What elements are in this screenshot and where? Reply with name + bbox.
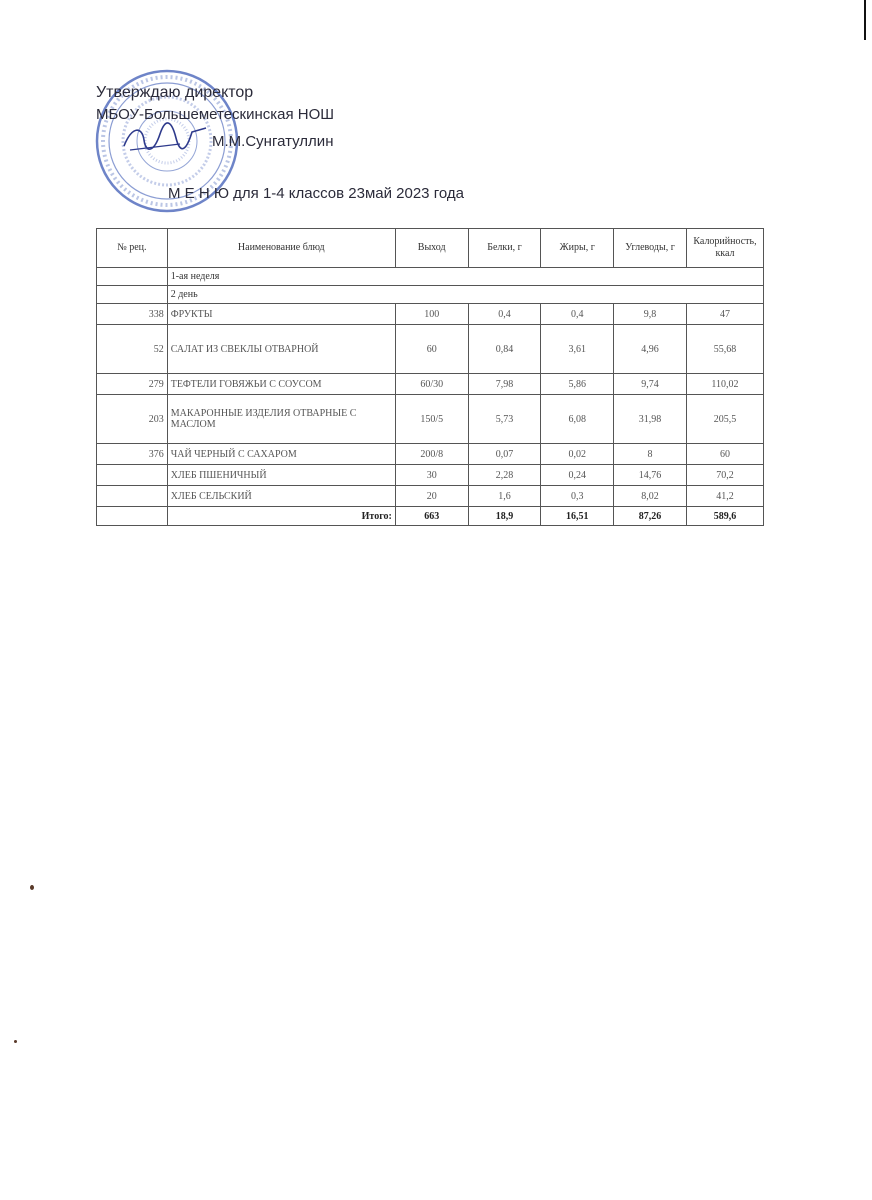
carbs-value: 31,98 (614, 395, 687, 444)
column-header-recipe-number: № рец. (97, 229, 168, 268)
total-row (97, 507, 764, 526)
table-row (97, 374, 764, 395)
fat-value: 0,4 (541, 304, 614, 325)
recipe-number: 338 (97, 304, 168, 325)
recipe-number: 203 (97, 395, 168, 444)
calories-value: 55,68 (686, 325, 763, 374)
week-row (97, 268, 764, 286)
table-row (97, 395, 764, 444)
scan-speck (14, 1040, 17, 1043)
dish-name: ХЛЕБ СЕЛЬСКИЙ (167, 486, 395, 507)
scan-edge-mark (864, 0, 866, 40)
carbs-value: 4,96 (614, 325, 687, 374)
output-value: 60 (395, 325, 468, 374)
fat-value: 5,86 (541, 374, 614, 395)
output-value: 60/30 (395, 374, 468, 395)
carbs-value: 8 (614, 444, 687, 465)
dish-name: ФРУКТЫ (167, 304, 395, 325)
fat-value: 0,3 (541, 486, 614, 507)
total-protein: 18,9 (468, 507, 541, 526)
output-value: 150/5 (395, 395, 468, 444)
menu-table (96, 228, 764, 526)
recipe-number: 376 (97, 444, 168, 465)
carbs-value: 14,76 (614, 465, 687, 486)
carbs-value: 9,8 (614, 304, 687, 325)
calories-value: 205,5 (686, 395, 763, 444)
school-name: МБОУ-Большеметескинская НОШ (96, 106, 335, 123)
column-header-carbs: Углеводы, г (614, 229, 687, 268)
column-header-output: Выход (395, 229, 468, 268)
output-value: 30 (395, 465, 468, 486)
protein-value: 2,28 (468, 465, 541, 486)
table-row (97, 325, 764, 374)
total-fat: 16,51 (541, 507, 614, 526)
total-output: 663 (395, 507, 468, 526)
day-row (97, 286, 764, 304)
output-value: 20 (395, 486, 468, 507)
carbs-value: 8,02 (614, 486, 687, 507)
column-header-protein: Белки, г (468, 229, 541, 268)
total-calories: 589,6 (686, 507, 763, 526)
scan-speck (30, 885, 34, 890)
director-name: М.М.Сунгатуллин (212, 133, 334, 150)
day-label: 2 день (167, 286, 763, 304)
fat-value: 0,02 (541, 444, 614, 465)
table-row (97, 486, 764, 507)
recipe-number: 52 (97, 325, 168, 374)
table-row (97, 304, 764, 325)
calories-value: 70,2 (686, 465, 763, 486)
menu-title: М Е Н Ю для 1-4 классов 23май 2023 года (168, 185, 464, 202)
column-header-calories: Калорийность, ккал (686, 229, 763, 268)
recipe-number (97, 465, 168, 486)
protein-value: 1,6 (468, 486, 541, 507)
recipe-number: 279 (97, 374, 168, 395)
protein-value: 0,4 (468, 304, 541, 325)
dish-name: ТЕФТЕЛИ ГОВЯЖЬИ С СОУСОМ (167, 374, 395, 395)
protein-value: 5,73 (468, 395, 541, 444)
fat-value: 0,24 (541, 465, 614, 486)
table-header-row (97, 229, 764, 268)
dish-name: ЧАЙ ЧЕРНЫЙ С САХАРОМ (167, 444, 395, 465)
dish-name: ХЛЕБ ПШЕНИЧНЫЙ (167, 465, 395, 486)
column-header-fat: Жиры, г (541, 229, 614, 268)
approval-line: Утверждаю директор (96, 84, 254, 101)
protein-value: 0,07 (468, 444, 541, 465)
dish-name: САЛАТ ИЗ СВЕКЛЫ ОТВАРНОЙ (167, 325, 395, 374)
protein-value: 0,84 (468, 325, 541, 374)
table-row (97, 444, 764, 465)
carbs-value: 9,74 (614, 374, 687, 395)
column-header-dish-name: Наименование блюд (167, 229, 395, 268)
calories-value: 110,02 (686, 374, 763, 395)
calories-value: 41,2 (686, 486, 763, 507)
week-label: 1-ая неделя (167, 268, 763, 286)
signature-scribble (120, 118, 210, 158)
table-row (97, 465, 764, 486)
calories-value: 60 (686, 444, 763, 465)
dish-name: МАКАРОННЫЕ ИЗДЕЛИЯ ОТВАРНЫЕ С МАСЛОМ (167, 395, 395, 444)
recipe-number (97, 486, 168, 507)
calories-value: 47 (686, 304, 763, 325)
protein-value: 7,98 (468, 374, 541, 395)
fat-value: 3,61 (541, 325, 614, 374)
output-value: 200/8 (395, 444, 468, 465)
fat-value: 6,08 (541, 395, 614, 444)
total-carbs: 87,26 (614, 507, 687, 526)
output-value: 100 (395, 304, 468, 325)
total-label: Итого: (167, 507, 395, 526)
